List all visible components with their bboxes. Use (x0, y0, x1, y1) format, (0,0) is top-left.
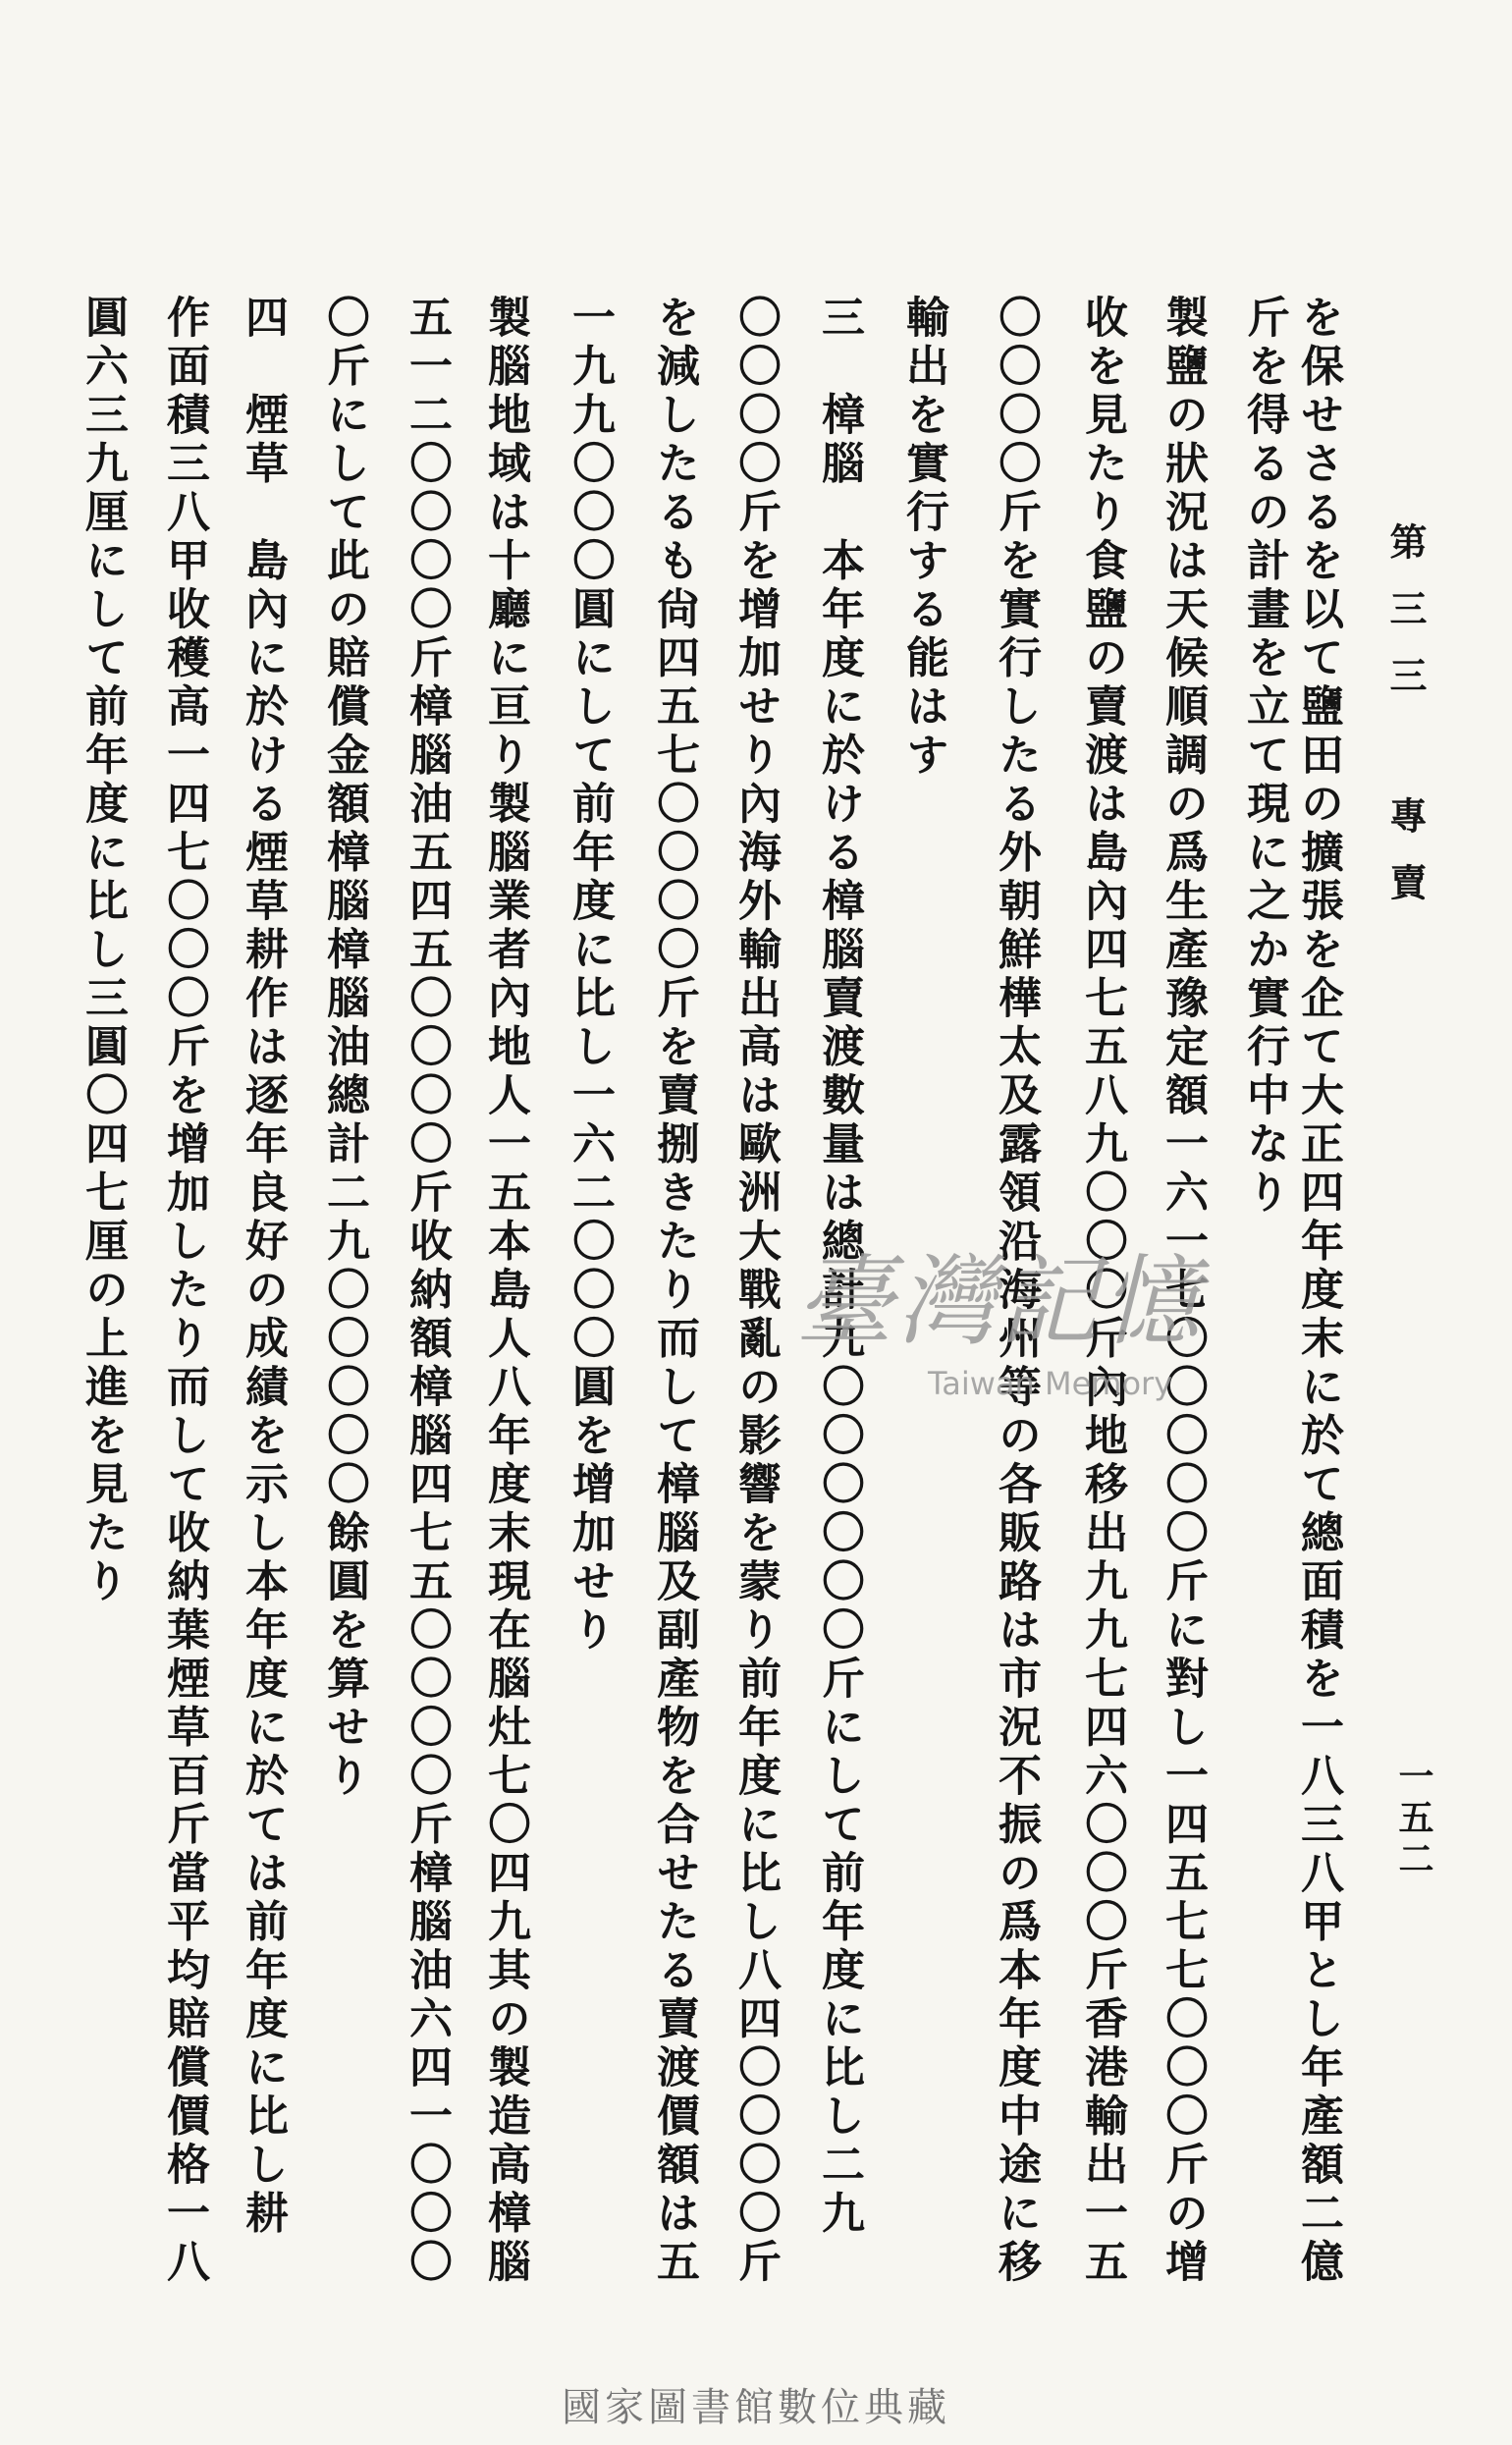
text-column: 斤を得るの計畫を立て現に之か實行中なり (1239, 295, 1289, 1219)
text-column: 〇〇〇〇斤を增加せり內海外輸出高は歐洲大戰亂の影響を蒙り前年度に比し八四〇〇〇〇斤 (730, 295, 781, 2288)
text-column: 〇斤にして此の賠償金額樟腦樟腦油總計二九〇〇〇〇〇餘圓を算せり (319, 295, 369, 1802)
text-column: 四 煙草 島內に於ける煙草耕作は逐年良好の成績を示し本年度に於ては前年度に比し耕 (238, 295, 288, 2239)
text-column: 一九九〇〇〇圓にして前年度に比し一六二〇〇〇圓を增加せり (565, 295, 615, 1656)
text-column: を減したるも尙四五七〇〇〇〇斤を賣捌きたり而して樟腦及副產物を合せたる賣渡價額は五 (649, 295, 699, 2288)
text-column: 五一二〇〇〇〇斤樟腦油五四五〇〇〇〇斤收納額樟腦四七五〇〇〇〇斤樟腦油六四一〇〇〇 (402, 295, 452, 2288)
text-column: を保せさるを以て鹽田の擴張を企て大正四年度末に於て總面積を一八三八甲とし年產額二億 (1293, 295, 1343, 2288)
text-column: 輸出を實行する能はす (898, 295, 948, 781)
text-column: 作面積三八甲收穫高一四七〇〇〇斤を增加したり而して收納葉煙草百斤當平均賠償價格一八 (159, 295, 209, 2288)
text-column: 圓六三九厘にして前年度に比し三圓〇四七厘の上進を見たり (78, 295, 128, 1607)
watermark (795, 1222, 1267, 1419)
text-column: 收を見たり食鹽の賣渡は島內四七五八九〇〇〇斤內地移出九九七四六〇〇〇斤香港輸出一五 (1077, 295, 1127, 2288)
text-column: 〇〇〇〇斤を實行したる外朝鮮樺太及露領沿海州等の各販路は市況不振の爲本年度中途に移 (991, 295, 1041, 2288)
watermark-title: 臺灣記憶 (795, 1244, 1204, 1359)
text-column: 三 樟腦 本年度に於ける樟腦賣渡數量は總計九〇〇〇〇〇〇斤にして前年度に比し二九 (814, 295, 864, 2239)
text-column: 製腦地域は十廳に亘り製腦業者內地人一五本島人八年度末現在腦灶七〇四九其の製造高樟腦 (480, 295, 530, 2288)
text-column: 製鹽の狀況は天候順調の爲生產豫定額一六一七〇〇〇〇〇斤に對し一四五七七〇〇〇斤の增 (1158, 295, 1208, 2288)
library-footer: 國家圖書館數位典藏 (562, 2385, 950, 2430)
page-number: 一五二 (1393, 1758, 1434, 1881)
chapter-header: 第三三 專賣 (1383, 522, 1428, 930)
watermark-subtitle: Taiwan Memory (928, 1365, 1173, 1402)
